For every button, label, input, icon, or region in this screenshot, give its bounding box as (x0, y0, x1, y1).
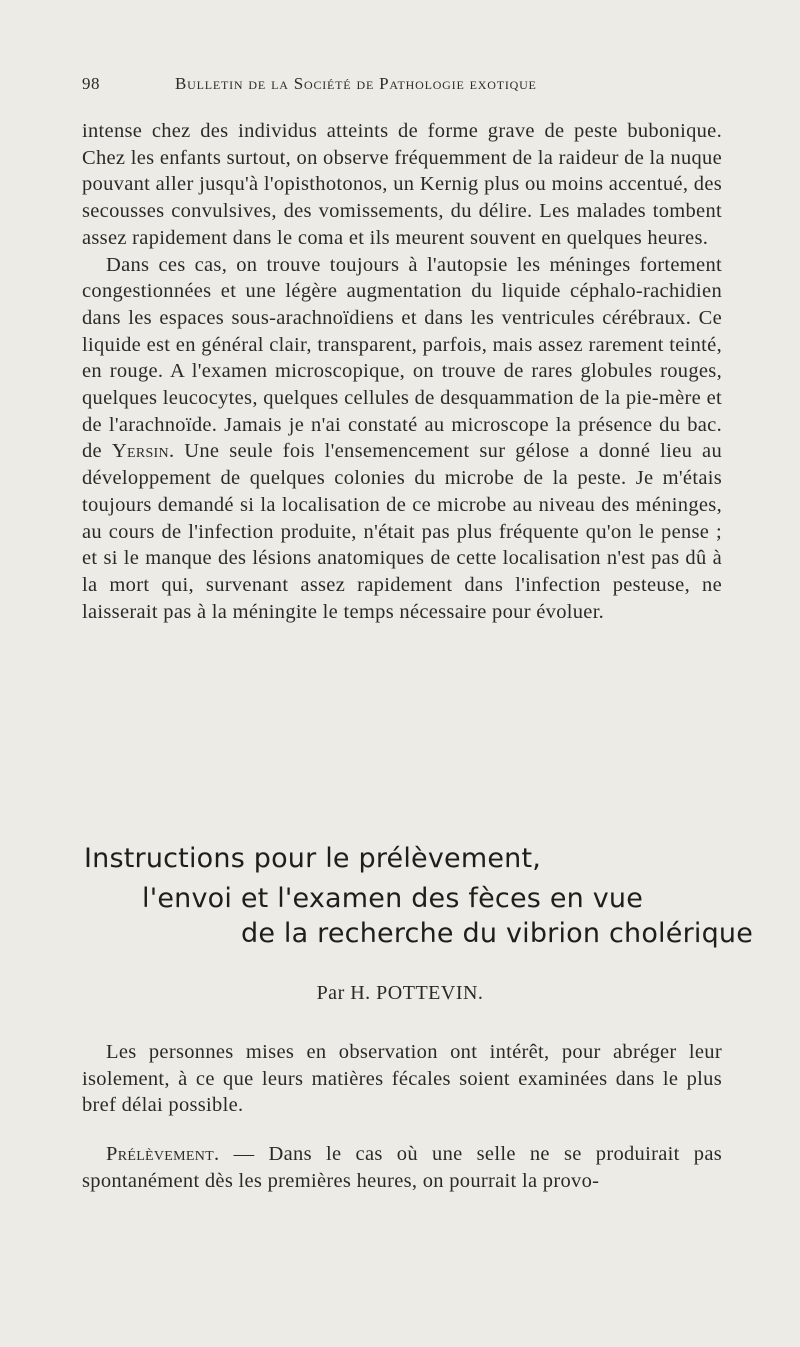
author-name-yersin: Yersin (111, 440, 169, 463)
article-title-line-1: Instructions pour le prélèvement, (84, 843, 542, 874)
article-byline: Par H. POTTEVIN. (316, 982, 484, 1004)
article-intro (82, 1039, 722, 1119)
section-heading: Prélèvement. (106, 1143, 220, 1165)
paragraph-symptoms: intense chez des individus atteints de forme grave de peste bubonique. Chez les enfants surtout, on observe fréquemment de la raideur de la nuque pouvant aller jusqu'à l'opisthotonos, un Kernig plus ou moins accentué, des secousses convulsives, des vomissements, du délire. Les malades tombent assez rapidement dans le coma et ils meurent souvent en quelques heures. (82, 120, 722, 249)
article-title-line-3: de la recherche du vibrion cholérique (241, 918, 754, 949)
article-title-line-2: l'envoi et l'examen des fèces en vue (142, 883, 644, 914)
paragraph-autopsy (82, 252, 722, 626)
article-section (82, 1141, 722, 1194)
page-header (82, 74, 722, 98)
paragraph-autopsy-part-a: Dans ces cas, on trouve toujours à l'autopsie les méninges fortement congestionnées et une légère augmentation du liquide céphalo-rachidien dans les espaces sous-arachnoïdiens et dans les ventricules cérébraux. Ce liquide est en général clair, transparent, parfois, mais assez rarement teinté, en rouge. A l'examen microscopique, on trouve de rares globules rouges, quelques leucocytes, quelques cellules de desquammation de la pie-mère et de l'arachnoïde. Jamais je n'ai constaté au microscope la présence du bac. de (82, 253, 722, 463)
section-paragraph (82, 1141, 722, 1194)
intro-paragraph: Les personnes mises en observation ont intérêt, pour abréger leur isolement, à ce que leurs matières fécales soient examinées dans le plus bref délai possible. (82, 1041, 722, 1117)
page-number: 98 (82, 74, 100, 93)
paragraph-autopsy-part-b: . Une seule fois l'ensemencement sur gélose a donné lieu au développement de quelques colonies du microbe de la peste. Je m'étais toujours demandé si la localisation de ce microbe au niveau des méninges, au cours de l'infection produite, n'était pas plus fréquente qu'on le pense ; et si le manque des lésions anatomiques de cette localisation n'est pas dû à la mort qui, survenant assez rapidement dans l'infection pesteuse, ne laisserait pas à la méningite le temps nécessaire pour évoluer. (82, 440, 722, 623)
running-title: Bulletin de la Société de Pathologie exotique (175, 74, 537, 93)
continued-article-text (82, 118, 722, 625)
section-text: — Dans le cas où une selle ne se produirait pas spontanément dès les premières heures, on pourrait la provo- (82, 1143, 722, 1192)
